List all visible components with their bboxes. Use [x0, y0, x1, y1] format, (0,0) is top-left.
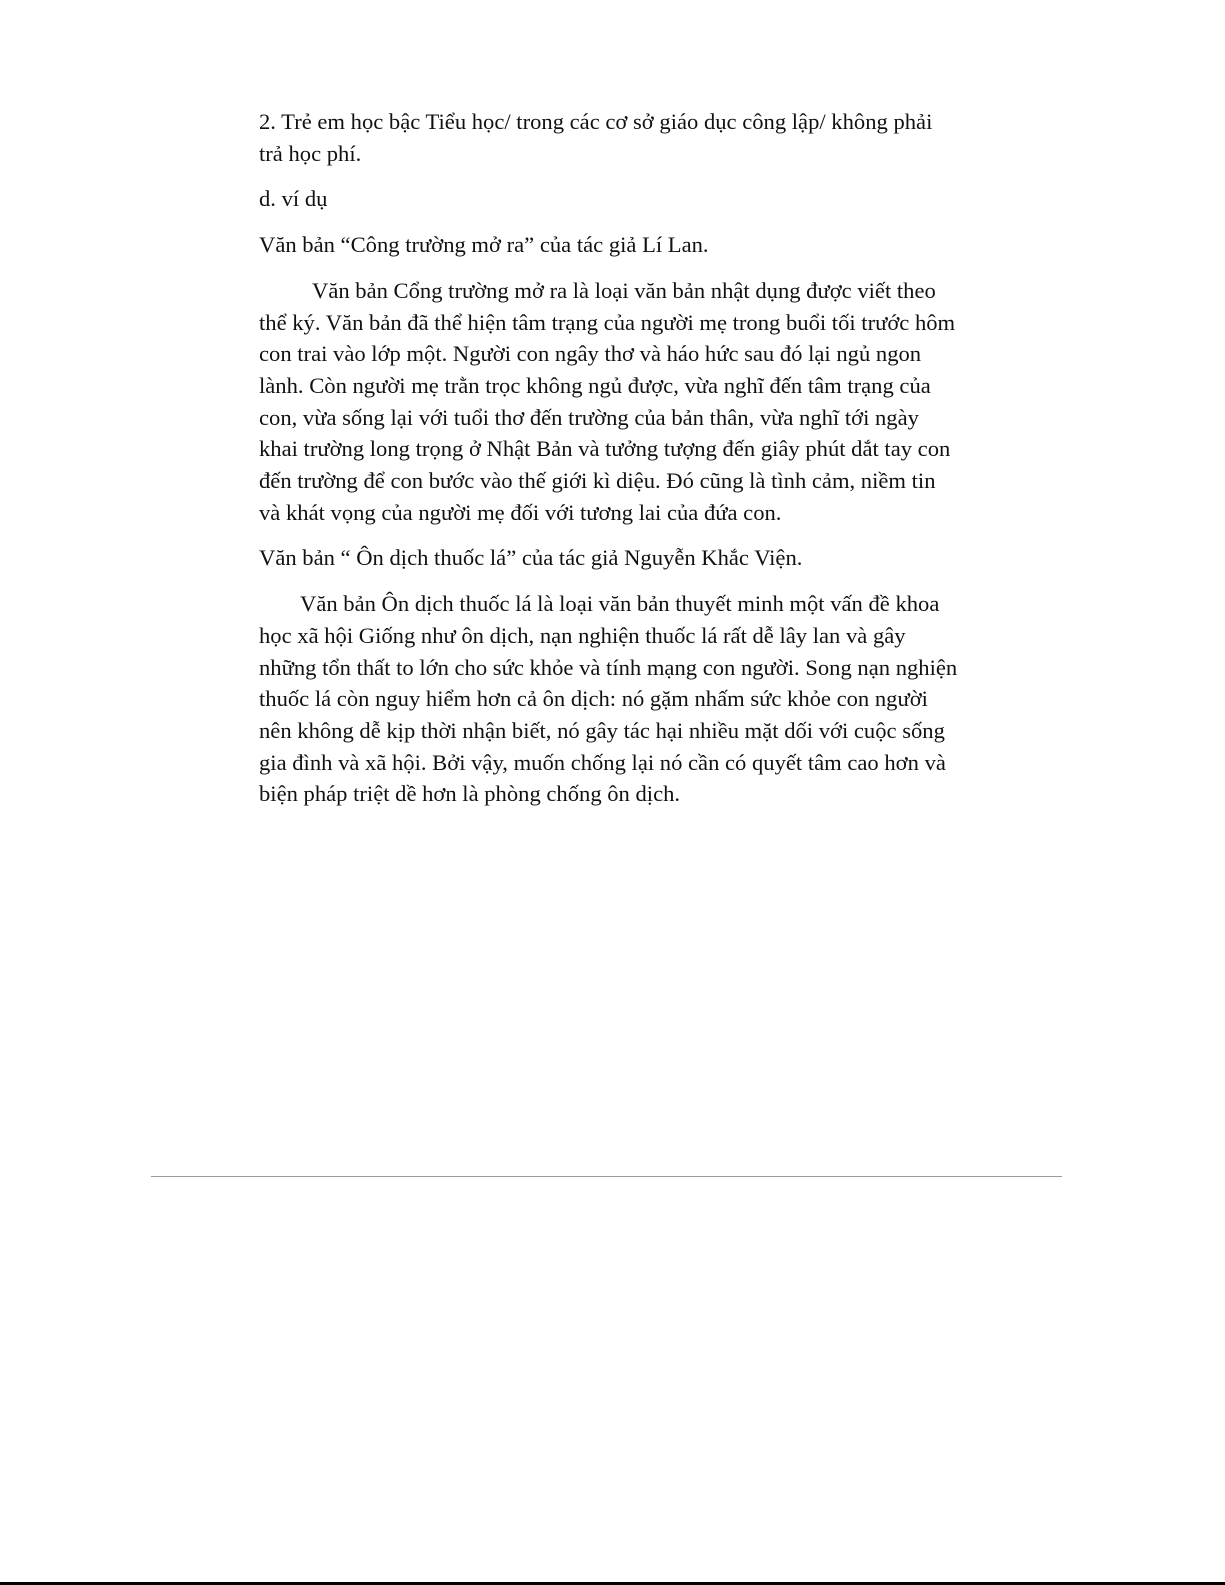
- text1-body: Văn bản Cổng trường mở ra là loại văn bản nhật dụng được viết theo thể ký. Văn bản đã thể hiện tâm trạng của người mẹ trong buổi tối trước hôm con trai vào lớp một. Người con ngây thơ và háo hức sau đó lại ngủ ngon lành. Còn người mẹ trằn trọc không ngủ được, vừa nghĩ đến tâm trạng của con, vừa sống lại với tuổi thơ đến trường của bản thân, vừa nghĩ tới ngày khai trường long trọng ở Nhật Bản và tưởng tượng đến giây phút dắt tay con đến trường để con bước vào thế giới kì diệu. Đó cũng là tình cảm, niềm tin và khát vọng của người mẹ đối với tương lai của đứa con.: [259, 277, 956, 525]
- text2-body: Văn bản Ôn dịch thuốc lá là loại văn bản thuyết minh một vấn đề khoa học xã hội Giống như ôn dịch, nạn nghiện thuốc lá rất dễ lây lan và gây những tổn thất to lớn cho sức khỏe và tính mạng con người. Song nạn nghiện thuốc lá còn nguy hiểm hơn cả ôn dịch: nó gặm nhấm sức khỏe con người nên không dễ kịp thời nhận biết, nó gây tác hại nhiều mặt dối với cuộc sống gia đình và xã hội. Bởi vậy, muốn chống lại nó cần có quyết tâm cao hơn và biện pháp triệt dề hơn là phòng chống ôn dịch.: [259, 591, 958, 807]
- list-item-2: 2. Trẻ em học bậc Tiểu học/ trong các cơ sở giáo dục công lập/ không phải trả học phí.: [259, 109, 933, 166]
- page-separator-line: [151, 1176, 1062, 1177]
- text2-title: Văn bản “ Ôn dịch thuốc lá” của tác giả Nguyễn Khắc Viện.: [259, 545, 803, 571]
- text1-title: Văn bản “Công trường mở ra” của tác giả Lí Lan.: [259, 232, 709, 258]
- example-heading: d. ví dụ: [259, 186, 328, 212]
- document-content: [259, 106, 959, 824]
